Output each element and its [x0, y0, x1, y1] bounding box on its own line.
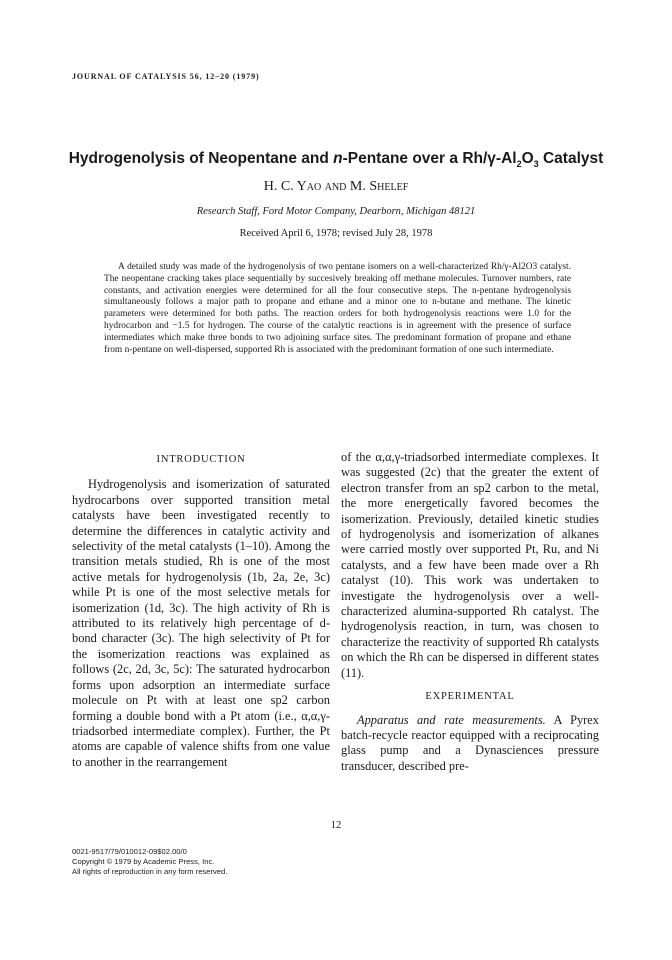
journal-header: JOURNAL OF CATALYSIS 56, 12–20 (1979)	[72, 72, 260, 81]
footer-copyright: Copyright © 1979 by Academic Press, Inc.	[72, 857, 215, 866]
received-dates: Received April 6, 1978; revised July 28, 1978	[239, 228, 433, 239]
title-subscript-2: 2	[516, 159, 522, 170]
experimental-text: A Pyrex batch-recycle reactor equipped with a reciprocating glass pump and a Dynasciences pressure transducer, described pre-	[341, 712, 600, 773]
author-conjunction: and	[324, 179, 347, 194]
author-1: H. C. Yao	[263, 179, 322, 194]
introduction-paragraph-1: Hydrogenolysis and isomerization of saturated hydrocarbons over supported transition metal catalysts have been investigated recently to determine the differences in catalytic activity and selectivity of the metal catalysts (1–10). Among the transition metals studied, Rh is one of the most active metals for hydrogenolysis (1b, 2a, 2e, 3c) while Pt is one of the most selective metals for isomerization (1d, 3c). The high activity of Rh is attributed to its relatively high percentage of d-bond character (3c). The high selectivity of Pt for the isomerization reactions was explained as follows (2c, 2d, 3c, 5c): The saturated hydrocarbon forms upon adsorption an intermediate surface molecule on Pt with at least one sp2 carbon forming a double bond with a Pt atom (i.e., α,α,γ-triadsorbed intermediate complex). Further, the Pt atoms are capable of valence shifts from one value to another in the rearrangement	[72, 477, 330, 769]
page-number: 12	[330, 820, 342, 831]
copyright-footer	[72, 847, 227, 877]
title-oxygen: O	[521, 150, 534, 167]
introduction-heading: INTRODUCTION	[156, 454, 246, 465]
title-part-1: Hydrogenolysis of Neopentane and	[68, 150, 334, 167]
affiliation: Research Staff, Ford Motor Company, Dearborn, Michigan 48121	[196, 206, 476, 217]
title-italic-n: n	[333, 150, 343, 167]
author-line	[0, 179, 672, 195]
footer-issn: 0021-9517/79/010012-09$02.00/0	[72, 847, 187, 856]
title-part-3: Catalyst	[538, 150, 604, 167]
footer-rights: All rights of reproduction in any form reserved.	[72, 867, 228, 876]
left-column	[72, 450, 330, 770]
right-column	[341, 450, 599, 774]
article-title	[40, 150, 632, 169]
introduction-paragraph-2: of the α,α,γ-triadsorbed intermediate complexes. It was suggested (2c) that the greater the extent of electron transfer from an sp2 carbon to the metal, the more energetically favored becomes the isomerization. Previously, detailed kinetic studies of hydrogenolysis and isomerization of alkanes were carried mostly over supported Pt, Ru, and Ni catalysts, and a few have been made over a Rh catalyst (10). This work was undertaken to investigate the hydrogenolysis over a well-characterized alumina-supported Rh catalyst. The hydrogenolysis reaction, in turn, was chosen to characterize the reactivity of supported Rh catalysts on which the Rh can be dispersed in different states (11).	[341, 450, 599, 680]
experimental-subheading: Apparatus and rate measurements.	[357, 712, 546, 727]
title-part-2: -Pentane over a Rh/γ-Al	[342, 150, 517, 167]
abstract: A detailed study was made of the hydrogenolysis of two pentane isomers on a well-characterized Rh/γ-Al2O3 catalyst. The neopentane cracking takes place sequentially by succesively breaking off methane molecules. Turnover numbers, rate constants, and activation energies were determined for all the four consecutive steps. The n-pentane hydrogenolysis simultaneously follows a major path to propane and ethane and a minor one to n-butane and methane. The kinetic parameters were determined for both paths. The reaction orders for both hydrogenolysis reactions were 1.0 for the hydrocarbon and −1.5 for hydrogen. The course of the catalytic reactions is in agreement with the presence of surface intermediates which make three bonds to two adjoining surface sites. The predominant formation of propane and ethane from n-pentane on well-dispersed, supported Rh is associated with the predominant formation of one such intermediate.	[104, 262, 571, 355]
title-subscript-3: 3	[533, 159, 539, 170]
experimental-heading: EXPERIMENTAL	[425, 691, 515, 703]
author-2: M. Shelef	[349, 179, 409, 194]
experimental-paragraph	[341, 713, 599, 775]
